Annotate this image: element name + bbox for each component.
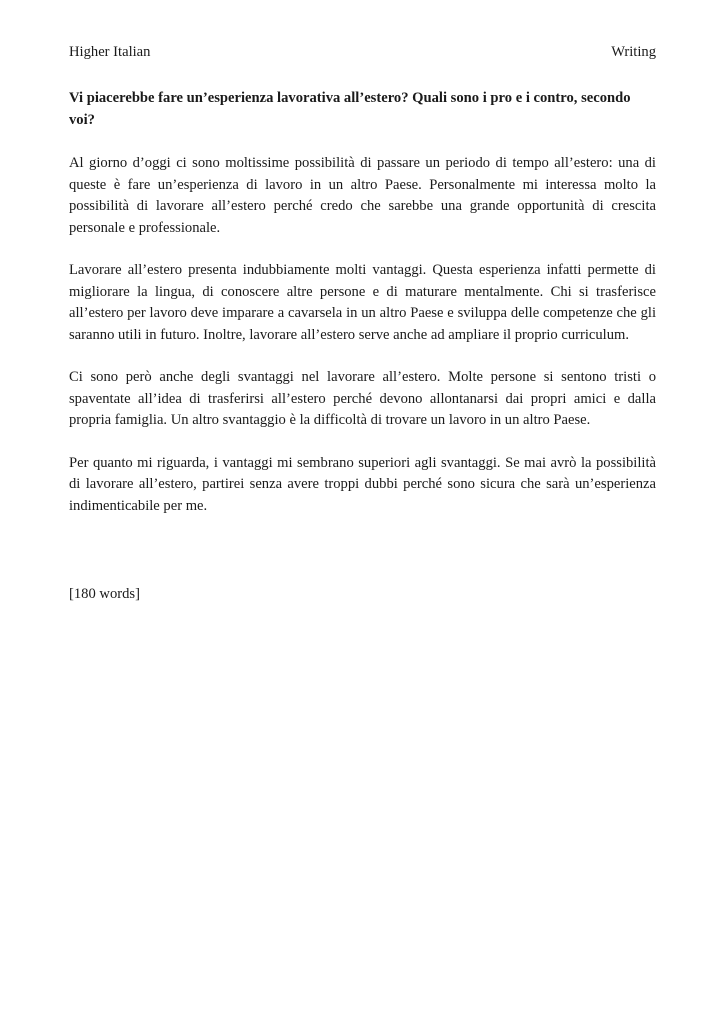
essay-paragraph-disadvantages: Ci sono però anche degli svantaggi nel lavorare all’estero. Molte persone si sentono tristi o spaventate all’idea di trasferirsi all’estero perché devono allontanarsi dai propri amici e dalla propria famiglia. Un altro svantaggio è la difficoltà di trovare un lavoro in un altro Paese. xyxy=(69,369,656,428)
essay-paragraph-intro: Al giorno d’oggi ci sono moltissime possibilità di passare un periodo di tempo all’estero: una di queste è fare un’esperienza di lavoro in un altro Paese. Personalmente mi interessa molto la possibilità di lavorare all’estero perché credo che sarebbe una grande opportunità di crescita personale e professionale. xyxy=(69,155,656,236)
word-count: [180 words] xyxy=(69,586,140,602)
essay-question: Vi piacerebbe fare un’esperienza lavorativa all’estero? Quali sono i pro e i contro, secondo voi? xyxy=(69,90,631,128)
page-header xyxy=(69,42,656,62)
header-course-title: Higher Italian xyxy=(69,44,151,60)
essay-paragraph-conclusion: Per quanto mi riguarda, i vantaggi mi sembrano superiori agli svantaggi. Se mai avrò la possibilità di lavorare all’estero, partirei senza avere troppi dubbi perché sono sicura che sarà un’esperienza indimenticabile per me. xyxy=(69,454,656,514)
header-section-label: Writing xyxy=(611,44,656,60)
essay-paragraph-advantages: Lavorare all’estero presenta indubbiamente molti vantaggi. Questa esperienza infatti permette di migliorare la lingua, di conoscere altre persone e di maturare mentalmente. Chi si trasferisce all’estero per lavoro deve imparare a cavarsela in un altro Paese e sviluppa delle competenze che gli saranno utili in futuro. Inoltre, lavorare all’estero serve anche ad ampliare il proprio curriculum. xyxy=(69,262,656,343)
